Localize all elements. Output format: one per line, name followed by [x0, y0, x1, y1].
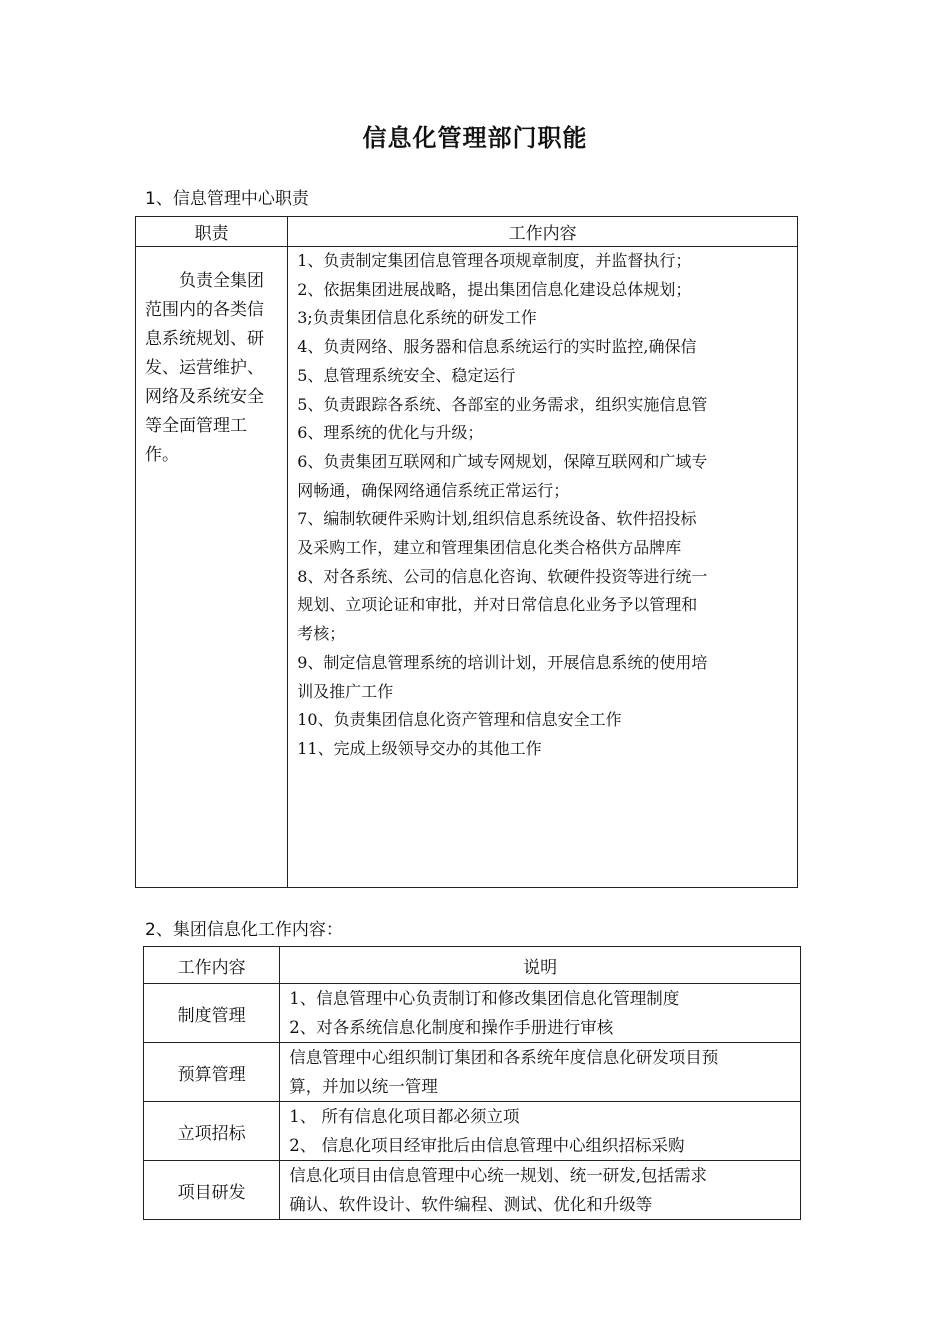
section1-heading: 1、信息管理中心职责 — [145, 189, 309, 209]
list-item: 及采购工作，建立和管理集团信息化类合格供方品牌库 — [297, 538, 682, 558]
table-header-row — [144, 947, 801, 984]
work-item-description — [280, 1161, 801, 1220]
list-item: 7、编制软硬件采购计划,组织信息系统设备、软件招投标 — [297, 509, 697, 529]
list-item: 2、依据集团进展战略，提出集团信息化建设总体规划； — [297, 279, 692, 299]
work-content-cell — [288, 247, 798, 888]
list-item: 考核； — [297, 624, 346, 644]
list-item: 3;负责集团信息化系统的研发工作 — [297, 308, 537, 328]
document-title: 信息化管理部门职能 — [362, 124, 588, 152]
description-line: 信息化项目由信息管理中心统一规划、统一研发,包括需求 — [289, 1166, 707, 1185]
list-item: 6、负责集团互联网和广域专网规划，保障互联网和广域专 — [297, 451, 708, 471]
table-header-row — [136, 217, 798, 247]
description-line: 1、信息管理中心负责制订和修改集团信息化管理制度 — [289, 989, 680, 1008]
section2-heading: 2、集团信息化工作内容： — [145, 920, 343, 940]
list-item: 8、对各系统、公司的信息化咨询、软硬件投资等进行统一 — [297, 566, 708, 586]
list-item: 10、负责集团信息化资产管理和信息安全工作 — [297, 710, 622, 730]
work-content-table — [143, 946, 801, 1220]
list-item: 11、完成上级领导交办的其他工作 — [297, 738, 542, 758]
responsibility-text: 负责全集团范围内的各类信息系统规划、研发、运营维护、网络及系统安全等全面管理工作。 — [145, 271, 264, 465]
list-item: 1、负责制定集团信息管理各项规章制度，并监督执行； — [297, 251, 692, 270]
description-line: 算，并加以统一管理 — [289, 1077, 438, 1096]
table-row — [144, 1161, 801, 1220]
work-item-description — [280, 1102, 801, 1161]
list-item: 4、负责网络、服务器和信息系统运行的实时监控,确保信 — [297, 337, 697, 357]
description-line: 信息管理中心组织制订集团和各系统年度信息化研发项目预 — [289, 1048, 719, 1067]
table-row — [144, 1102, 801, 1161]
header-responsibility: 职责 — [136, 217, 288, 247]
header-description: 说明 — [280, 947, 801, 984]
description-line: 确认、软件设计、软件编程、测试、优化和升级等 — [289, 1195, 653, 1214]
description-line: 2、 信息化项目经审批后由信息管理中心组织招标采购 — [289, 1136, 685, 1155]
list-item: 9、制定信息管理系统的培训计划，开展信息系统的使用培 — [297, 652, 708, 672]
work-item-name: 制度管理 — [144, 984, 280, 1043]
list-item: 规划、立项论证和审批，并对日常信息化业务予以管理和 — [297, 595, 698, 615]
header-work-content: 工作内容 — [288, 217, 798, 247]
list-item: 6、理系统的优化与升级； — [297, 423, 484, 443]
table-row — [136, 247, 798, 888]
work-item-description — [280, 984, 801, 1043]
responsibility-cell — [136, 247, 288, 888]
work-item-name: 项目研发 — [144, 1161, 280, 1220]
list-item: 训及推广工作 — [297, 681, 394, 701]
list-item: 网畅通，确保网络通信系统正常运行； — [297, 480, 570, 500]
responsibility-table — [135, 216, 798, 888]
list-item: 5、息管理系统安全、稳定运行 — [297, 365, 516, 385]
list-item: 5、负责跟踪各系统、各部室的业务需求，组织实施信息管 — [297, 394, 708, 414]
work-item-description — [280, 1043, 801, 1102]
description-line: 2、对各系统信息化制度和操作手册进行审核 — [289, 1018, 614, 1037]
description-line: 1、 所有信息化项目都必须立项 — [289, 1107, 520, 1126]
header-work-item: 工作内容 — [144, 947, 280, 984]
work-content-list — [288, 247, 797, 764]
work-item-name: 立项招标 — [144, 1102, 280, 1161]
work-item-name: 预算管理 — [144, 1043, 280, 1102]
table-row — [144, 1043, 801, 1102]
table-row — [144, 984, 801, 1043]
